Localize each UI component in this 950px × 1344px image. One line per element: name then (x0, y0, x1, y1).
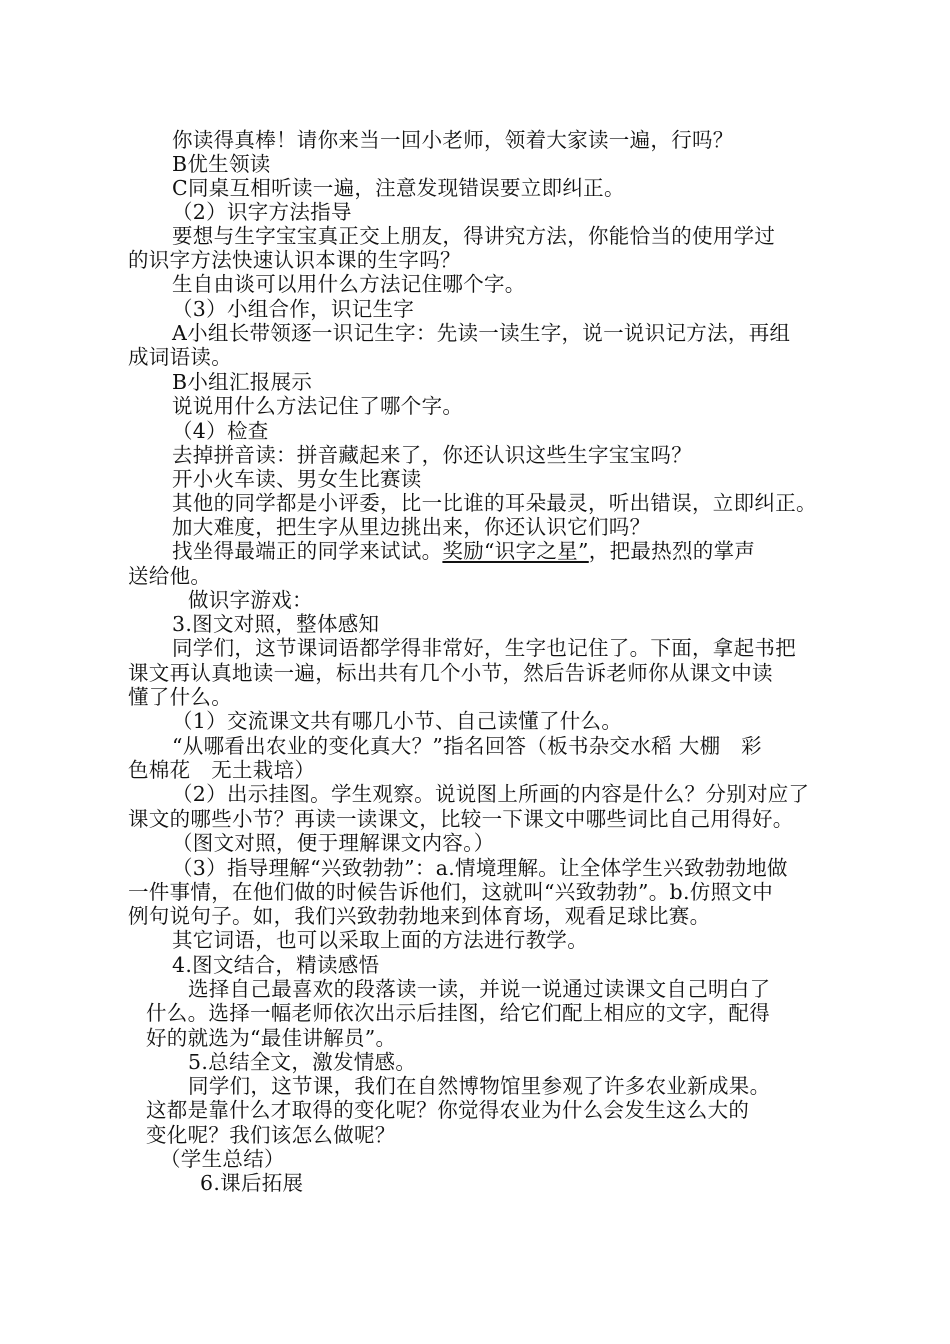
text-line: （2）出示挂图。学生观察。说说图上所画的内容是什么？分别对应了 (172, 782, 810, 806)
section-heading: （4）检查 (172, 419, 269, 443)
text-line: 变化呢？我们该怎么做呢？ (146, 1123, 396, 1147)
section-heading: 3.图文对照，整体感知 (172, 612, 380, 636)
text-line: 生自由谈可以用什么方法记住哪个字。 (172, 272, 526, 296)
text-line: 课文再认真地读一遍，标出共有几个小节，然后告诉老师你从课文中读 (128, 661, 773, 685)
section-heading: （2）识字方法指导 (172, 200, 352, 224)
section-heading: 6.课后拓展 (200, 1171, 304, 1195)
text-line: 要想与生字宝宝真正交上朋友，得讲究方法，你能恰当的使用学过 (172, 224, 776, 248)
text-line: 送给他。 (128, 564, 212, 588)
text-segment: 找坐得最端正的同学来试试。 (172, 539, 443, 563)
section-heading: （3）小组合作，识记生字 (172, 297, 415, 321)
text-line: 其他的同学都是小评委，比一比谁的耳朵最灵，听出错误，立即纠正。 (172, 491, 817, 515)
text-line: 开小火车读、男女生比赛读 (172, 467, 422, 491)
section-heading: 5.总结全文，激发情感。 (188, 1050, 417, 1074)
text-line: 其它词语，也可以采取上面的方法进行教学。 (172, 928, 588, 952)
text-line: B优生领读 (172, 152, 271, 176)
text-line: 的识字方法快速认识本课的生字吗？ (128, 248, 461, 272)
text-line: （学生总结） (160, 1147, 285, 1171)
text-line: 你读得真棒！请你来当一回小老师，领着大家读一遍，行吗？ (172, 128, 734, 152)
text-line: B小组汇报展示 (172, 370, 313, 394)
text-line: 同学们，这节课词语都学得非常好，生字也记住了。下面，拿起书把 (172, 636, 796, 660)
text-line: （3）指导理解“兴致勃勃”：a.情境理解。让全体学生兴致勃勃地做 (172, 856, 788, 880)
text-line: 课文的哪些小节？再读一读课文，比较一下课文中哪些词比自己用得好。 (128, 807, 794, 831)
text-line: 成词语读。 (128, 345, 232, 369)
text-line: 一件事情，在他们做的时候告诉他们，这就叫“兴致勃勃”。b.仿照文中 (128, 880, 773, 904)
text-line-with-underline (172, 538, 755, 564)
text-line: 例句说句子。如，我们兴致勃勃地来到体育场，观看足球比赛。 (128, 904, 711, 928)
text-line: “从哪看出农业的变化真大？”指名回答（板书杂交水稻 大棚 彩 (172, 734, 762, 758)
section-heading: 4.图文结合，精读感悟 (172, 953, 380, 977)
text-line: 懂了什么。 (128, 685, 232, 709)
text-line: C同桌互相听读一遍，注意发现错误要立即纠正。 (172, 176, 625, 200)
text-line: 去掉拼音读：拼音藏起来了，你还认识这些生字宝宝吗？ (172, 443, 692, 467)
text-line: 选择自己最喜欢的段落读一读，并说一说通过读课文自己明白了 (188, 977, 771, 1001)
text-line: 加大难度，把生字从里边挑出来，你还认识它们吗？ (172, 515, 651, 539)
text-line: 好的就选为“最佳讲解员”。 (146, 1026, 397, 1050)
underlined-phrase: 奖励“识字之星” (442, 539, 589, 563)
text-line: 做识字游戏： (188, 588, 313, 612)
text-line: （1）交流课文共有哪几小节、自己读懂了什么。 (172, 709, 623, 733)
text-line: 说说用什么方法记住了哪个字。 (172, 394, 464, 418)
text-segment: ，把最热烈的掌声 (588, 539, 756, 563)
text-line: 同学们，这节课，我们在自然博物馆里参观了许多农业新成果。 (188, 1074, 771, 1098)
text-line: 什么。选择一幅老师依次出示后挂图，给它们配上相应的文字，配得 (146, 1001, 770, 1025)
text-line: 色棉花 无土栽培） (128, 758, 316, 782)
text-line: 这都是靠什么才取得的变化呢？你觉得农业为什么会发生这么大的 (146, 1098, 750, 1122)
text-line: （图文对照，便于理解课文内容。） (172, 831, 495, 855)
text-line: A小组长带领逐一识记生字：先读一读生字，说一说识记方法，再组 (172, 321, 791, 345)
